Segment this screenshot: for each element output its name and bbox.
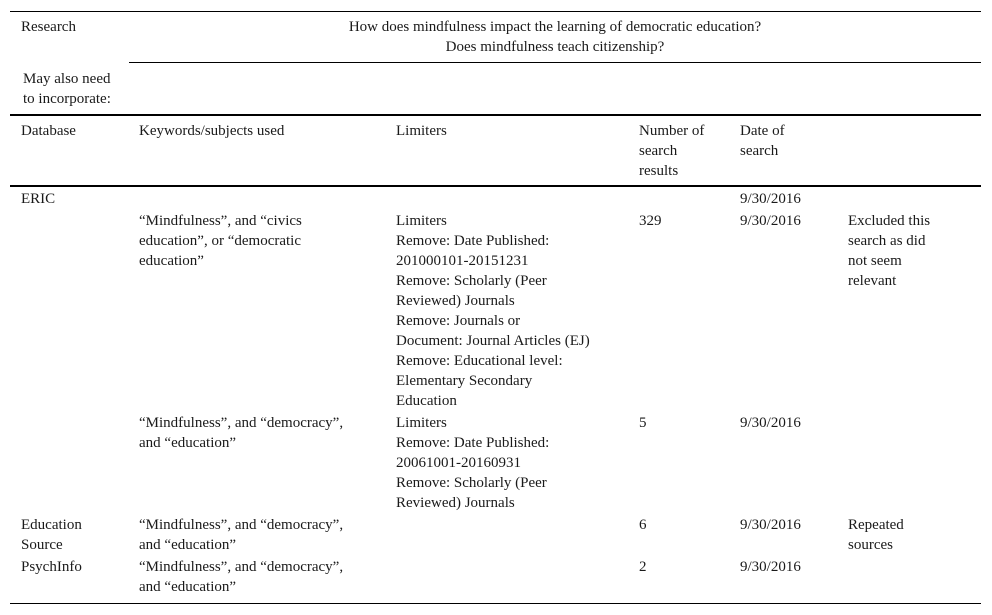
incorporate-label-line: May also need bbox=[23, 71, 111, 87]
notes-cell-line: Repeated bbox=[848, 517, 904, 533]
date-cell-line: 9/30/2016 bbox=[740, 517, 801, 533]
limiters-cell-line: Remove: Scholarly (Peer bbox=[396, 475, 547, 491]
column-header-date-line: search bbox=[740, 143, 779, 159]
keywords-cell-line: and “education” bbox=[139, 435, 237, 451]
column-header-results-line: results bbox=[639, 163, 679, 179]
column-header-rule bbox=[10, 185, 981, 187]
incorporate-label bbox=[23, 69, 111, 109]
table-row-date bbox=[740, 211, 801, 231]
table-row-keywords bbox=[139, 211, 302, 271]
limiters-cell-line: Limiters bbox=[396, 213, 447, 229]
keywords-cell-line: “Mindfulness”, and “democracy”, bbox=[139, 415, 344, 431]
limiters-cell-line: Reviewed) Journals bbox=[396, 495, 515, 511]
table-row-date bbox=[740, 413, 801, 433]
column-header-database: Database bbox=[21, 123, 76, 139]
table-row-results bbox=[639, 211, 662, 231]
column-header-results bbox=[639, 121, 704, 181]
database-cell-line: ERIC bbox=[21, 191, 56, 207]
limiters-cell-line: Remove: Date Published: bbox=[396, 233, 550, 249]
limiters-cell-line: Remove: Educational level: bbox=[396, 353, 563, 369]
research-label: Research bbox=[21, 19, 76, 35]
database-cell-line: PsychInfo bbox=[21, 559, 82, 575]
limiters-cell-line: Document: Journal Articles (EJ) bbox=[396, 333, 590, 349]
incorporate-label-line: to incorporate: bbox=[23, 91, 111, 107]
keywords-cell-line: “Mindfulness”, and “civics bbox=[139, 213, 302, 229]
results-cell-line: 2 bbox=[639, 559, 647, 575]
limiters-cell-line: Remove: Date Published: bbox=[396, 435, 550, 451]
table-row-notes bbox=[848, 211, 930, 291]
table-row-limiters bbox=[396, 413, 549, 513]
table-row-database bbox=[21, 557, 82, 577]
column-header-date-line: Date of bbox=[740, 123, 785, 139]
column-header-keywords: Keywords/subjects used bbox=[139, 123, 285, 139]
database-cell-line: Education bbox=[21, 517, 82, 533]
header-rule bbox=[10, 114, 981, 116]
table-row-date bbox=[740, 189, 801, 209]
column-header-results-line: search bbox=[639, 143, 678, 159]
table-row-date bbox=[740, 515, 801, 535]
keywords-cell-line: “Mindfulness”, and “democracy”, bbox=[139, 559, 344, 575]
date-cell-line: 9/30/2016 bbox=[740, 213, 801, 229]
table-row-notes bbox=[848, 515, 904, 555]
results-cell-line: 6 bbox=[639, 517, 647, 533]
table-row-results bbox=[639, 413, 647, 433]
date-cell-line: 9/30/2016 bbox=[740, 415, 801, 431]
database-cell-line: Source bbox=[21, 537, 63, 553]
limiters-cell-line: Remove: Journals or bbox=[396, 313, 521, 329]
results-cell-line: 5 bbox=[639, 415, 647, 431]
table-row-results bbox=[639, 515, 647, 535]
table-row-date bbox=[740, 557, 801, 577]
table-row-results bbox=[639, 557, 647, 577]
table-bottom-rule bbox=[10, 603, 981, 604]
question-underline-rule bbox=[129, 62, 981, 63]
keywords-cell-line: education” bbox=[139, 253, 204, 269]
table-row-database bbox=[21, 515, 82, 555]
column-header-date bbox=[740, 121, 785, 161]
results-cell-line: 329 bbox=[639, 213, 662, 229]
column-header-limiters: Limiters bbox=[396, 123, 447, 139]
notes-cell-line: relevant bbox=[848, 273, 897, 289]
keywords-cell-line: “Mindfulness”, and “democracy”, bbox=[139, 517, 344, 533]
limiters-cell-line: Reviewed) Journals bbox=[396, 293, 515, 309]
table-row-database bbox=[21, 189, 55, 209]
limiters-cell-line: Remove: Scholarly (Peer bbox=[396, 273, 547, 289]
keywords-cell-line: and “education” bbox=[139, 537, 237, 553]
date-cell-line: 9/30/2016 bbox=[740, 559, 801, 575]
research-question-line: Does mindfulness teach citizenship? bbox=[445, 39, 665, 55]
table-row-keywords bbox=[139, 413, 343, 453]
limiters-cell-line: Limiters bbox=[396, 415, 447, 431]
table-top-rule bbox=[10, 11, 981, 12]
notes-cell-line: sources bbox=[848, 537, 893, 553]
limiters-cell-line: 20061001-20160931 bbox=[396, 455, 521, 471]
notes-cell-line: not seem bbox=[848, 253, 902, 269]
keywords-cell-line: education”, or “democratic bbox=[139, 233, 301, 249]
limiters-cell-line: Elementary Secondary bbox=[396, 373, 533, 389]
research-question-line: How does mindfulness impact the learning of democratic education? bbox=[348, 19, 762, 35]
keywords-cell-line: and “education” bbox=[139, 579, 237, 595]
limiters-cell-line: 201000101-20151231 bbox=[396, 253, 529, 269]
notes-cell-line: Excluded this bbox=[848, 213, 931, 229]
limiters-cell-line: Education bbox=[396, 393, 457, 409]
date-cell-line: 9/30/2016 bbox=[740, 191, 801, 207]
column-header-results-line: Number of bbox=[639, 123, 705, 139]
research-question bbox=[129, 17, 981, 57]
table-row-keywords bbox=[139, 557, 343, 597]
table-row-keywords bbox=[139, 515, 343, 555]
notes-cell-line: search as did bbox=[848, 233, 926, 249]
table-row-limiters bbox=[396, 211, 590, 411]
